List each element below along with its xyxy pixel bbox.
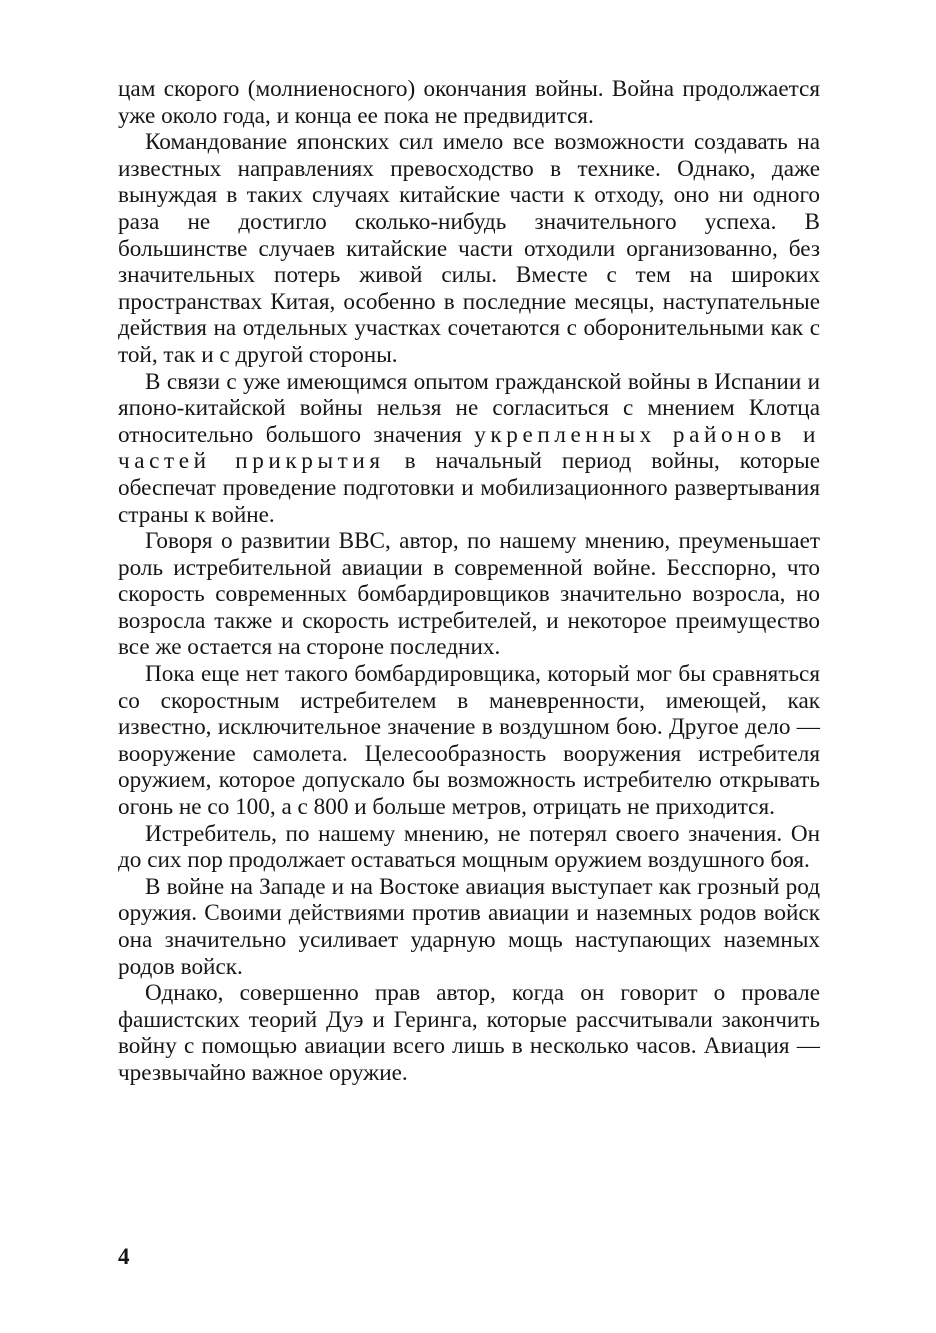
paragraph-aviation-west-east [118,874,820,980]
paragraph-text: Говоря о развитии ВВС, автор, по нашему мнению, преуменьшает роль истребительной авиации в современной войне. Бесспорно, что скорость современных бомбардировщиков значительно возросла, но возросла также и скорость истребителей, и некоторое преимущество все же остается на стороне последних. [118,528,820,661]
paragraph-text: Командование японских сил имело все возможности создавать на известных направлениях превосходство в технике. Однако, даже вынуждая в таких случаях китайские части к отходу, оно ни одного раза не достигло сколько-нибудь значительного успеха. В большинстве случаев китайские части отходили организованно, без значительных потерь живой силы. Вместе с тем на широких пространствах Китая, особенно в последние месяцы, наступательные действия на отдельных участках сочетаются с оборонительными как с той, так и с другой стороны. [118,129,820,368]
paragraph-bomber-maneuverability [118,661,820,821]
page-number: 4 [118,1244,130,1269]
paragraph-continuation [118,76,820,129]
paragraph-text-before: В связи с уже имеющимся опытом гражданской войны в Испании и японо-китайской войны нельзя не согласиться с мнением Клотца относительно большого значения [118,368,820,448]
page-body [118,76,820,1087]
paragraph-text: Пока еще нет такого бомбардировщика, который мог бы сравняться со скоростным истребителем в маневренности, имеющей, как известно, исключительное значение в воздушном бою. Другое дело — вооружение самолета. Целесообразность вооружения истребителя оружием, которое допускало бы возможность истребителю открывать огонь не со 100, а с 800 и больше метров, отрицать не приходится. [118,661,820,821]
paragraph-text: Однако, совершенно прав автор, когда он говорит о провале фашистских теорий Дуэ и Геринга, которые рассчитывали закончить войну с помощью авиации всего лишь в несколько часов. Авиация — чрезвычайно важное оружие. [118,980,820,1086]
paragraph-text: В войне на Западе и на Востоке авиация выступает как грозный род оружия. Своими действиями против авиации и наземных родов войск она значительно усиливает ударную мощь наступающих наземных родов войск. [118,873,820,980]
paragraph-text: Истребитель, по нашему мнению, не потерял своего значения. Он до сих пор продолжает оставаться мощным оружием воздушного боя. [118,820,820,874]
spaced-emphasis-text: укрепленных районов и частей прикрытия [118,421,820,475]
paragraph-text: цам скорого (молниеносного) окончания войны. Война продолжается уже около года, и конца ее пока не предвидится. [118,76,820,129]
paragraph-fighter-significance [118,821,820,874]
paragraph-japanese-command [118,129,820,368]
paragraph-text-after: в начальный период войны, которые обеспечат проведение подготовки и мобилизационного развертывания страны к войне. [118,448,820,528]
paragraph-douhet-goering [118,980,820,1086]
paragraph-fortified-districts [118,369,820,529]
paragraph-air-force [118,528,820,661]
